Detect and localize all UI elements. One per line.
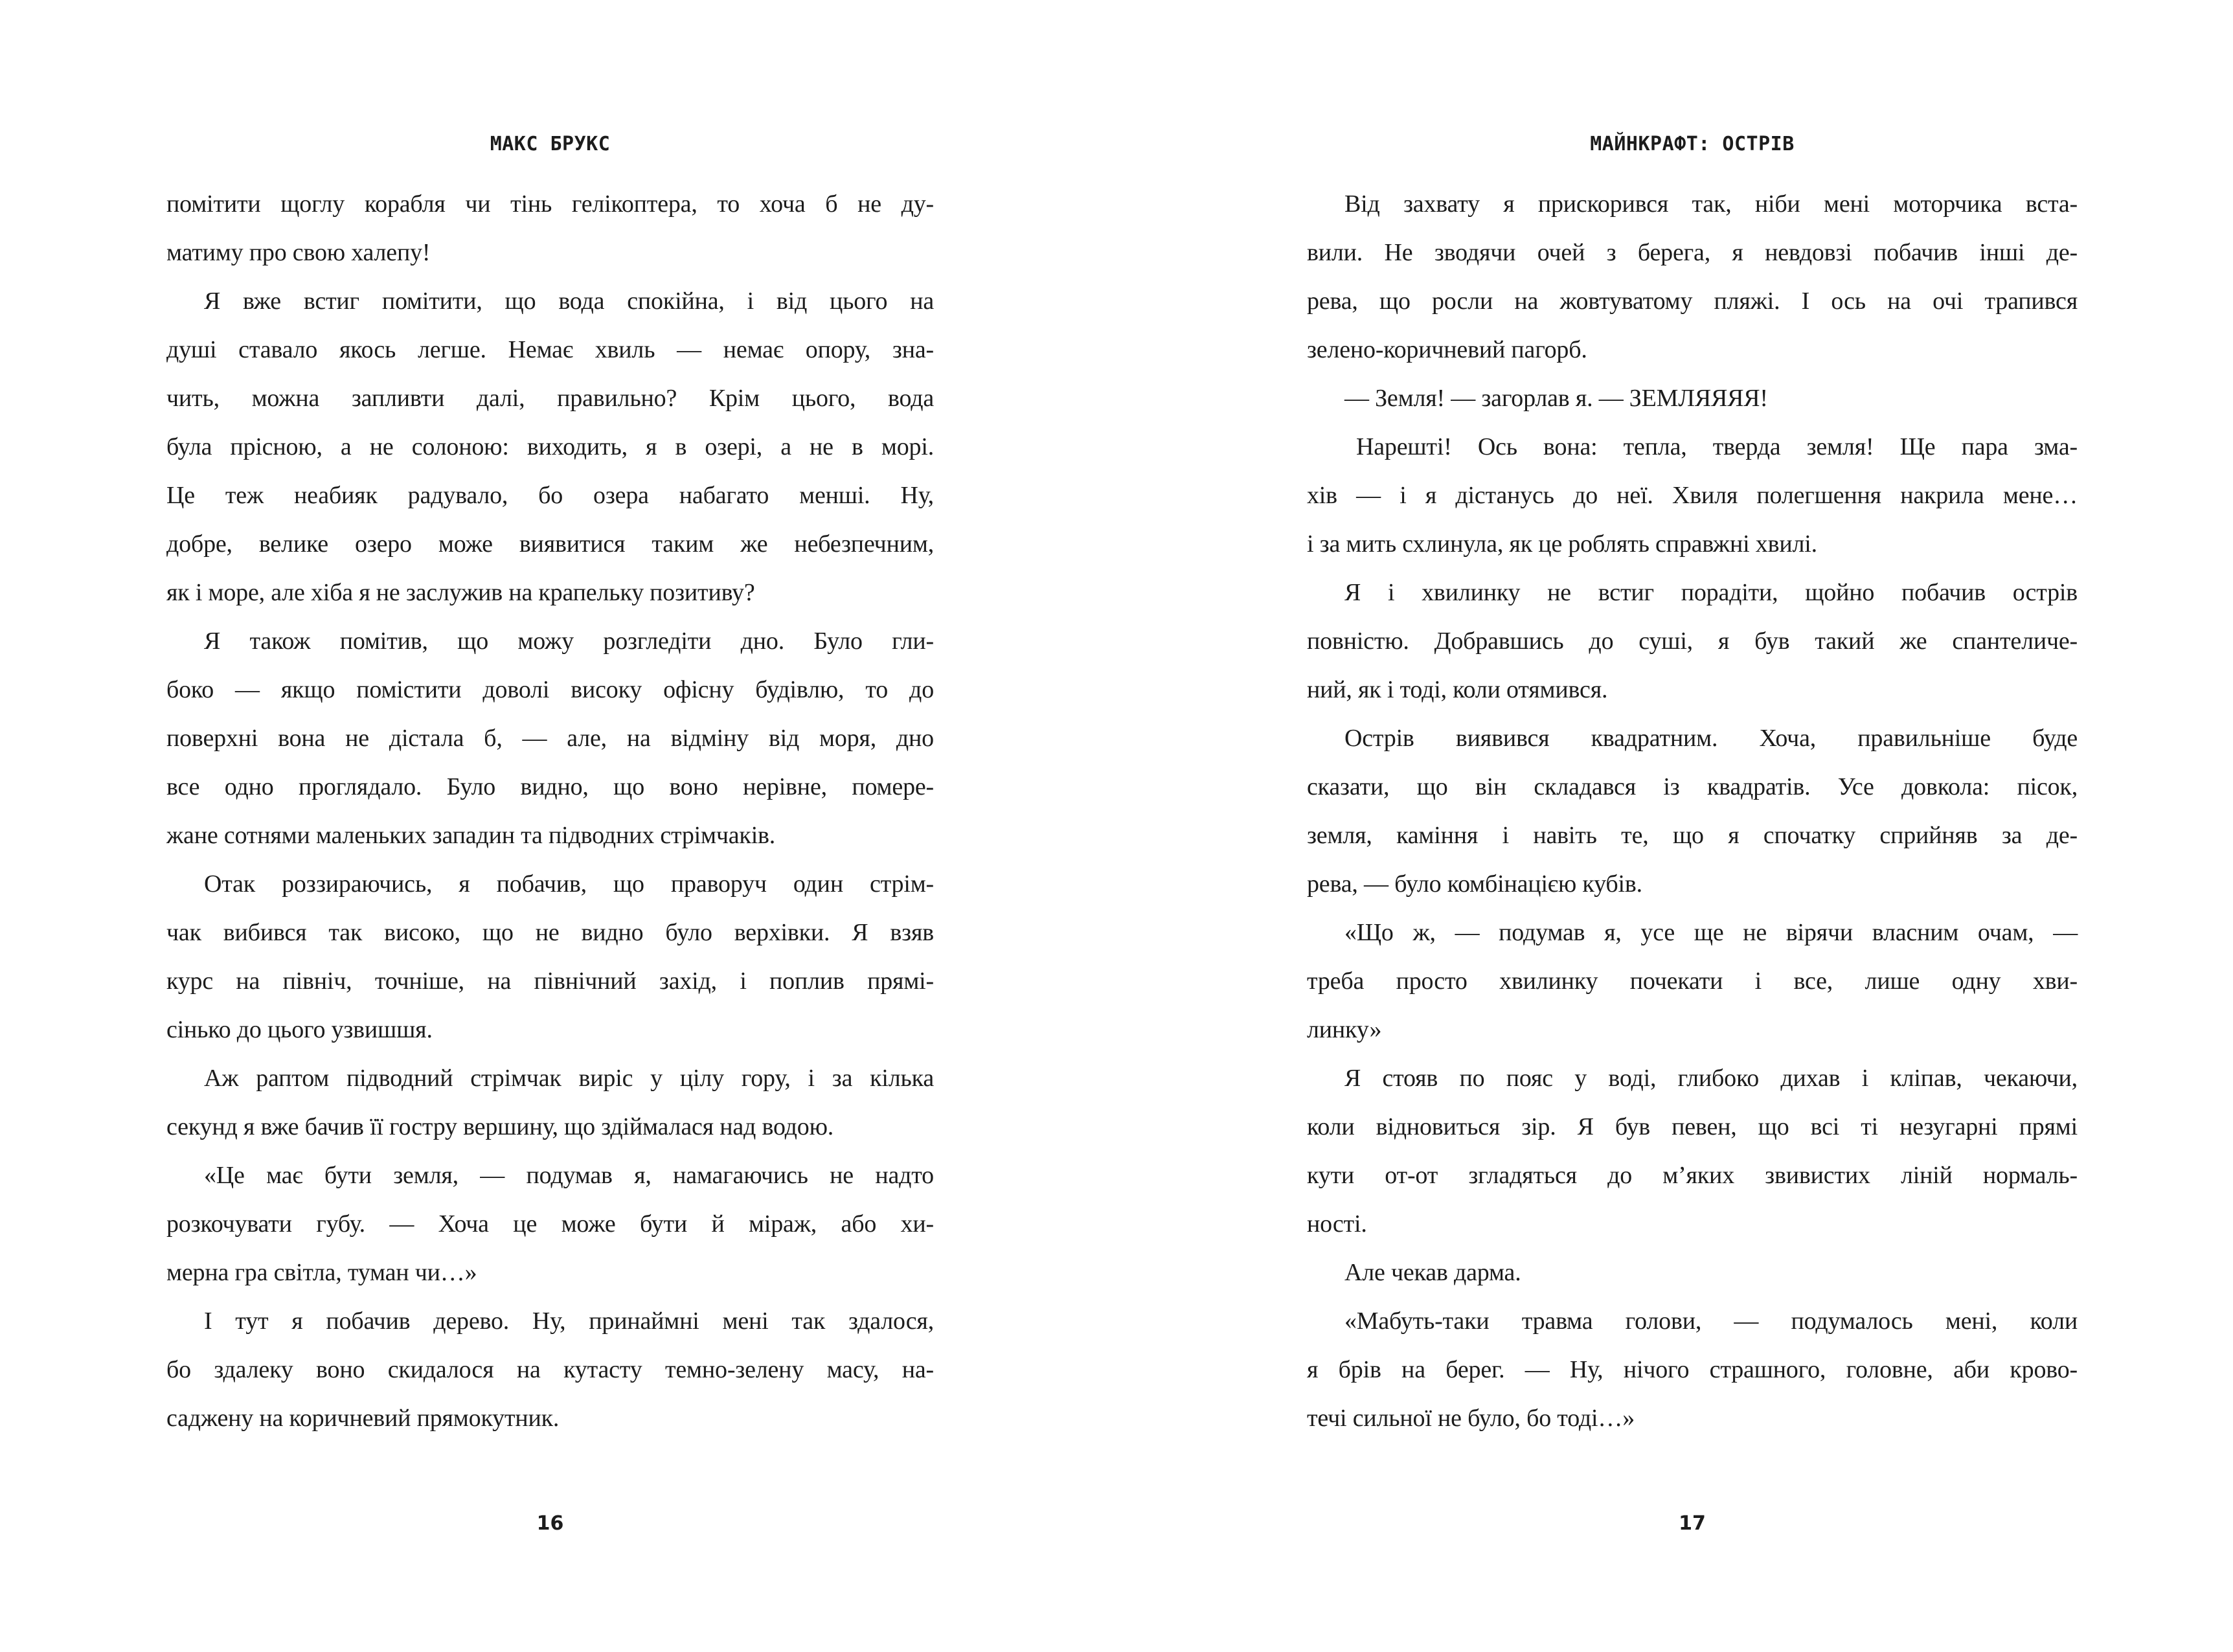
running-header-title: МАЙНКРАФТ: ОСТРІВ	[1590, 133, 1795, 155]
text-line: бо здалеку воно скидалося на кутасту темно-зелену масу, на-	[166, 1356, 934, 1383]
running-header-author: МАКС БРУКС	[490, 133, 611, 155]
text-line: помітити щоглу корабля чи тінь гелікоптера, то хоча б не ду-	[166, 190, 934, 218]
text-line: течі сильної не було, бо тоді…»	[1307, 1405, 1635, 1432]
text-line: курс на північ, точніше, на північний захід, і поплив прямі-	[166, 967, 934, 995]
text-line: саджену на коричневий прямокутник.	[166, 1405, 560, 1432]
text-line: Отак роззираючись, я побачив, що праворуч один стрім-	[204, 870, 934, 898]
text-line: І тут я побачив дерево. Ну, принаймні мені так здалося,	[204, 1307, 934, 1335]
text-line: сінько до цього узвишшя.	[166, 1016, 433, 1043]
text-line: поверхні вона не дістала б, — але, на відміну від моря, дно	[166, 725, 934, 752]
text-line: земля, каміння і навіть те, що я спочатку сприйняв за де-	[1307, 822, 2078, 849]
text-line: і за мить схлинула, як це роблять справжні хвилі.	[1307, 530, 1817, 558]
text-line: чак вибився так високо, що не видно було верхівки. Я взяв	[166, 919, 934, 946]
text-line: коли відновиться зір. Я був певен, що всі ті незугарні прямі	[1307, 1113, 2078, 1140]
text-line: як і море, але хіба я не заслужив на крапельку позитиву?	[166, 579, 755, 606]
text-line: боко — якщо помістити доволі високу офісну будівлю, то до	[166, 676, 934, 703]
text-line: ний, як і тоді, коли отямився.	[1307, 676, 1608, 703]
text-line: линку»	[1307, 1016, 1382, 1043]
text-line: Острів виявився квадратним. Хоча, правильніше буде	[1344, 725, 2078, 752]
text-line: секунд я вже бачив її гостру вершину, що здіймалася над водою.	[166, 1113, 834, 1140]
text-line: була прісною, а не солоною: виходить, я в озері, а не в морі.	[166, 433, 934, 460]
text-line: хів — і я дістанусь до неї. Хвиля полегшення накрила мене…	[1307, 482, 2078, 509]
left-page-body-text	[166, 180, 934, 1443]
text-line: кути от-от згладяться до м’яких звивистих ліній нормаль-	[1307, 1162, 2078, 1189]
text-line: Я також помітив, що можу розгледіти дно. Було гли-	[204, 628, 934, 655]
page-number-left: 16	[536, 1512, 564, 1535]
text-line: мерна гра світла, туман чи…»	[166, 1259, 477, 1286]
text-line: повністю. Добравшись до суші, я був такий же спантеличе-	[1307, 628, 2078, 655]
right-page-body-text	[1307, 180, 2078, 1443]
text-line: зелено-коричневий пагорб.	[1307, 336, 1587, 363]
text-line: вили. Не зводячи очей з берега, я невдовзі побачив інші де-	[1307, 239, 2078, 266]
text-line: Я і хвилинку не встиг порадіти, щойно побачив острів	[1344, 579, 2078, 606]
text-line: добре, велике озеро може виявитися таким же небезпечним,	[166, 530, 934, 558]
text-line: рева, що росли на жовтуватому пляжі. І ось на очі трапився	[1307, 288, 2078, 315]
text-line: Аж раптом підводний стрімчак виріс у цілу гору, і за кілька	[204, 1065, 934, 1092]
text-line: Від захвату я прискорився так, ніби мені моторчика вста-	[1344, 190, 2078, 218]
text-line: розкочувати губу. — Хоча це може бути й міраж, або хи-	[166, 1210, 934, 1238]
text-line: жане сотнями маленьких западин та підводних стрімчаків.	[166, 822, 776, 849]
text-line: «Мабуть-таки травма голови, — подумалось мені, коли	[1344, 1307, 2078, 1335]
text-line: Це теж неабияк радувало, бо озера набагато менші. Ну,	[166, 482, 934, 509]
text-line: Я стояв по пояс у воді, глибоко дихав і кліпав, чекаючи,	[1344, 1065, 2078, 1092]
text-line: «Це має бути земля, — подумав я, намагаючись не надто	[204, 1162, 934, 1189]
text-line: сказати, що він складався із квадратів. Усе довкола: пісок,	[1307, 773, 2078, 800]
text-line: — Земля! — загорлав я. — ЗЕМЛЯЯЯЯ!	[1344, 385, 1768, 412]
text-line: душі ставало якось легше. Немає хвиль — немає опору, зна-	[166, 336, 934, 363]
text-line: «Що ж, — подумав я, усе ще не вірячи власним очам, —	[1344, 919, 2078, 946]
text-line: ності.	[1307, 1210, 1367, 1238]
text-line: Але чекав дарма.	[1344, 1259, 1521, 1286]
text-line: чить, можна запливти далі, правильно? Крім цього, вода	[166, 385, 934, 412]
text-line: рева, — було комбінацією кубів.	[1307, 870, 1642, 898]
page-number-right: 17	[1679, 1512, 1706, 1535]
text-line: я брів на берег. — Ну, нічого страшного, головне, аби крово-	[1307, 1356, 2078, 1383]
text-line: треба просто хвилинку почекати і все, лише одну хви-	[1307, 967, 2078, 995]
text-line: Нарешті! Ось вона: тепла, тверда земля! Ще пара зма-	[1356, 433, 2078, 460]
text-line: матиму про свою халепу!	[166, 239, 431, 266]
text-line: Я вже встиг помітити, що вода спокійна, і від цього на	[204, 288, 934, 315]
text-line: все одно проглядало. Було видно, що воно нерівне, помере-	[166, 773, 934, 800]
